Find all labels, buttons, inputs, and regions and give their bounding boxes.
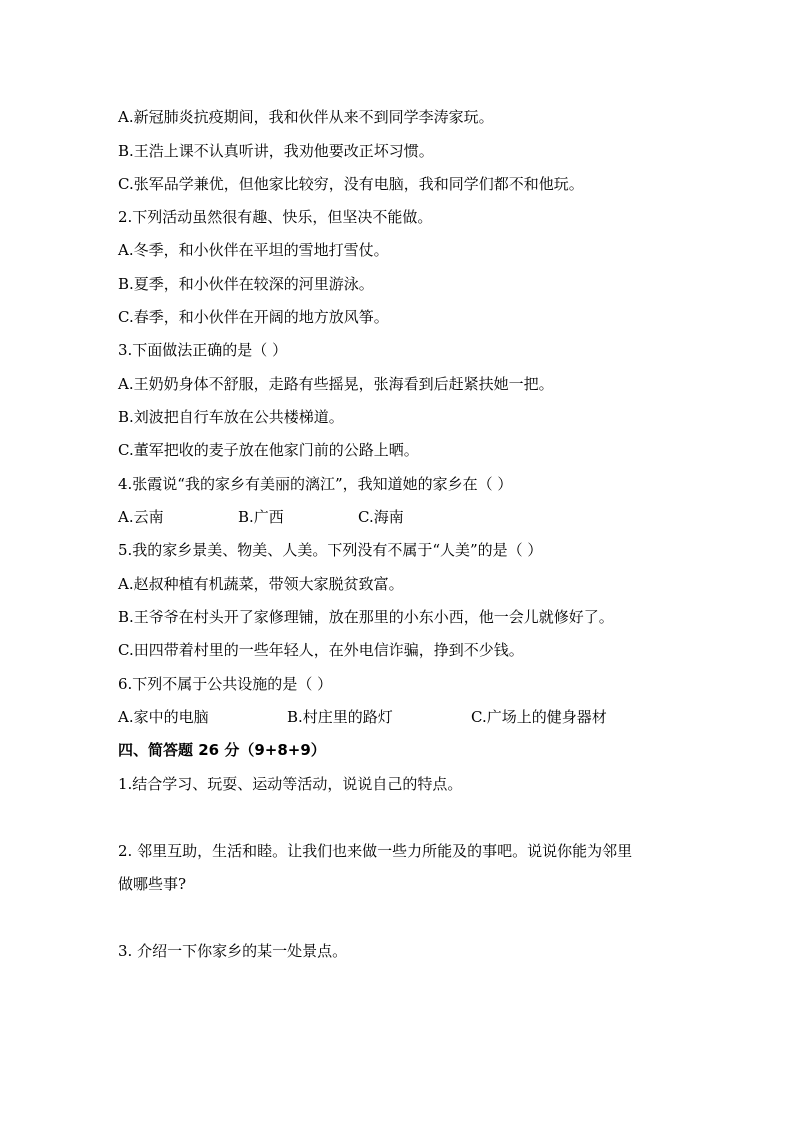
q4-option-a: A.云南	[118, 508, 164, 526]
q6-option-a: A.家中的电脑	[118, 708, 209, 726]
short-answer-2-cont: 做哪些事?	[118, 875, 187, 893]
q3-option-c: C.董军把收的麦子放在他家门前的公路上晒。	[118, 441, 419, 459]
q4-option-c: C.海南	[358, 508, 404, 526]
q4-stem: 4.张霞说“我的家乡有美丽的漓江”，我知道她的家乡在（ ）	[118, 475, 513, 493]
q3-stem: 3.下面做法正确的是（ ）	[118, 341, 288, 359]
q6-option-c: C.广场上的健身器材	[471, 708, 607, 726]
q6-stem: 6.下列不属于公共设施的是（ ）	[118, 675, 333, 693]
q1-option-c: C.张军品学兼优，但他家比较穷，没有电脑，我和同学们都不和他玩。	[118, 175, 584, 193]
q2-option-b: B.夏季，和小伙伴在较深的河里游泳。	[118, 275, 374, 293]
short-answer-1: 1.结合学习、玩耍、运动等活动，说说自己的特点。	[118, 775, 463, 793]
q2-option-a: A.冬季，和小伙伴在平坦的雪地打雪仗。	[118, 241, 389, 259]
q6-option-b: B.村庄里的路灯	[287, 708, 393, 726]
q1-option-a: A.新冠肺炎抗疫期间，我和伙伴从来不到同学李涛家玩。	[118, 108, 494, 126]
q5-option-c: C.田四带着村里的一些年轻人，在外电信诈骗，挣到不少钱。	[118, 641, 524, 659]
q5-option-b: B.王爷爷在村头开了家修理铺，放在那里的小东小西，他一会儿就修好了。	[118, 608, 614, 626]
q2-stem: 2.下列活动虽然很有趣、快乐，但坚决不能做。	[118, 208, 433, 226]
q5-stem: 5.我的家乡景美、物美、人美。下列没有不属于“人美”的是（ ）	[118, 541, 543, 559]
short-answer-3: 3. 介绍一下你家乡的某一处景点。	[118, 942, 348, 960]
section-title: 四、简答题 26 分（9+8+9）	[118, 741, 326, 759]
q3-option-a: A.王奶奶身体不舒服，走路有些摇晃，张海看到后赶紧扶她一把。	[118, 375, 554, 393]
short-answer-2: 2. 邻里互助，生活和睦。让我们也来做一些力所能及的事吧。说说你能为邻里	[118, 842, 633, 860]
q2-option-c: C.春季，和小伙伴在开阔的地方放风筝。	[118, 308, 389, 326]
q3-option-b: B.刘波把自行车放在公共楼梯道。	[118, 408, 344, 426]
q1-option-b: B.王浩上课不认真听讲，我劝他要改正坏习惯。	[118, 142, 434, 160]
q4-option-b: B.广西	[238, 508, 284, 526]
q5-option-a: A.赵叔种植有机蔬菜，带领大家脱贫致富。	[118, 575, 404, 593]
